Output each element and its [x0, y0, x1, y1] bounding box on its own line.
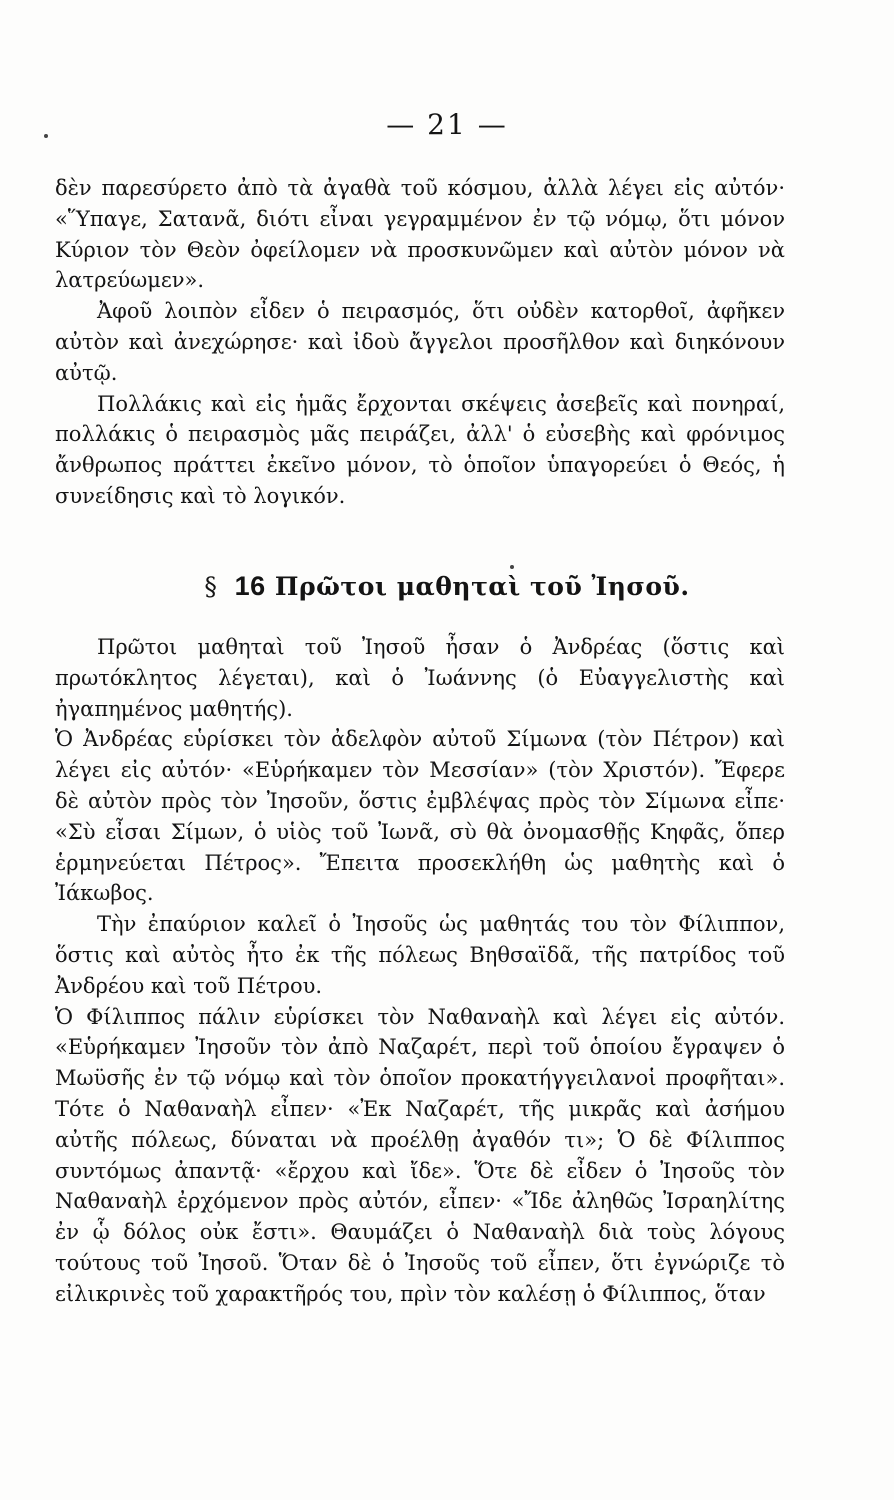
section-heading	[0, 571, 894, 602]
section-number: 16	[234, 571, 266, 601]
paragraph: δὲν παρεσύρετο ἀπὸ τὰ ἀγαθὰ τοῦ κόσμου, ἀλλὰ λέγει εἰς αὐτόν· «Ὕπαγε, Σατανᾶ, διότι εἶναι γεγραμμένον ἐν τῷ νόμῳ, ὅτι μόνον Κύριον τὸν Θεὸν ὀφείλομεν νὰ προσκυνῶμεν καὶ αὐτὸν μόνον νὰ λατρεύωμεν».	[55, 176, 785, 293]
paragraph: Ὁ Φίλιππος πάλιν εὑρίσκει τὸν Ναθαναὴλ καὶ λέγει εἰς αὐτόν. «Εὑρήκαμεν Ἰησοῦν τὸν ἀπὸ Ναζαρέτ, περὶ τοῦ ὁποίου ἔγραψεν ὁ Μωϋσῆς ἐν τῷ νόμῳ καὶ τὸν ὁποῖον προκατήγγειλανοἱ προφῆται». Τότε ὁ Ναθαναὴλ εἶπεν· «Ἐκ Ναζαρέτ, τῆς μικρᾶς καὶ ἀσήμου αὐτῆς πόλεως, δύναται νὰ προέλθῃ ἀγαθόν τι»; Ὁ δὲ Φίλιππος συντόμως ἀπαντᾷ· «ἔρχου καὶ ἴδε». Ὅτε δὲ εἶδεν ὁ Ἰησοῦς τὸν Ναθαναὴλ ἐρχόμενον πρὸς αὐτόν, εἶπεν· «Ἴδε ἀληθῶς Ἰσραηλίτης ἐν ᾧ δόλος οὐκ ἔστι». Θαυμάζει ὁ Ναθαναὴλ διὰ τοὺς λόγους τούτους τοῦ Ἰησοῦ. Ὅταν δὲ ὁ Ἰησοῦς τοῦ εἶπεν, ὅτι ἐγνώριζε τὸ εἰλικρινὲς τοῦ χαρακτῆρός του, πρὶν τὸν καλέσῃ ὁ Φίλιππος, ὅταν	[55, 1004, 785, 1306]
page-number: — 21 —	[386, 108, 508, 141]
paragraph: Πρῶτοι μαθηταὶ τοῦ Ἰησοῦ ἦσαν ὁ Ἀνδρέας (ὅστις καὶ πρωτόκλητος λέγεται), καὶ ὁ Ἰωάννης (ὁ Εὐαγγελιστὴς καὶ ἠγαπημένος μαθητής).	[55, 635, 785, 721]
text-block-after-section	[55, 632, 785, 1310]
paragraph: Ἀφοῦ λοιπὸν εἶδεν ὁ πειρασμός, ὅτι οὐδὲν κατορθοῖ, ἀφῆκεν αὐτὸν καὶ ἀνεχώρησε· καὶ ἰδοὺ ἄγγελοι προσῆλθον καὶ διηκόνουν αὐτῷ.	[55, 299, 785, 385]
text-block-before-section	[55, 173, 785, 512]
ink-speck	[510, 565, 514, 569]
section-symbol: §	[204, 572, 218, 601]
paragraph: Τὴν ἐπαύριον καλεῖ ὁ Ἰησοῦς ὡς μαθητάς του τὸν Φίλιππον, ὅστις καὶ αὐτὸς ἦτο ἐκ τῆς πόλεως Βηθσαϊδᾶ, τῆς πατρίδος τοῦ Ἀνδρέου καὶ τοῦ Πέτρου.	[55, 912, 785, 998]
ink-speck	[44, 134, 48, 138]
paragraph: Πολλάκις καὶ εἰς ἡμᾶς ἔρχονται σκέψεις ἀσεβεῖς καὶ πονηραί, πολλάκις ὁ πειρασμὸς μᾶς πειράζει, ἀλλ' ὁ εὐσεβὴς καὶ φρόνιμος ἄνθρωπος πράττει ἐκεῖνο μόνον, τὸ ὁποῖον ὑπαγορεύει ὁ Θεός, ἡ συνείδησις καὶ τὸ λογικόν.	[55, 391, 785, 508]
paragraph: Ὁ Ἀνδρέας εὑρίσκει τὸν ἀδελφὸν αὐτοῦ Σίμωνα (τὸν Πέτρον) καὶ λέγει εἰς αὐτόν· «Εὑρήκαμεν τὸν Μεσσίαν» (τὸν Χριστόν). Ἔφερε δὲ αὐτὸν πρὸς τὸν Ἰησοῦν, ὅστις ἐμβλέψας πρὸς τὸν Σίμωνα εἶπε· «Σὺ εἶσαι Σίμων, ὁ υἱὸς τοῦ Ἰωνᾶ, σὺ θὰ ὀνομασθῇς Κηφᾶς, ὅπερ ἑρμηνεύεται Πέτρος». Ἔπειτα προσεκλήθη ὡς μαθητὴς καὶ ὁ Ἰάκωβος.	[55, 727, 785, 906]
section-title: Πρῶτοι μαθηταὶ τοῦ Ἰησοῦ.	[274, 572, 690, 601]
